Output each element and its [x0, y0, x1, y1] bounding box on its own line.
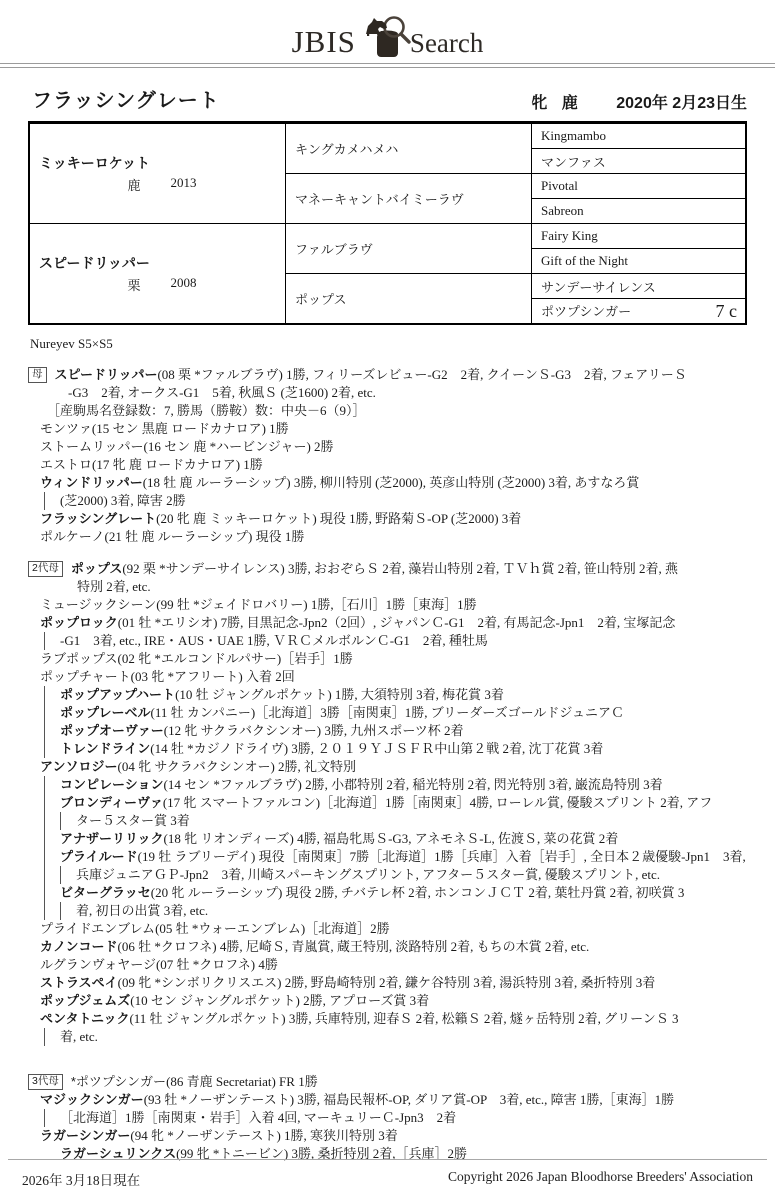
race-record-text: (99 牡 *ジェイドロバリー) 1勝,［石川］1勝［東海］1勝 [156, 597, 477, 612]
horse-name: ビターグラッセ [60, 885, 151, 900]
horse-name: ポップス [70, 561, 123, 576]
race-record-text: (11 牡 カンパニー)［北海道］3勝［南関東］1勝, ブリーダーズゴールドジュニアＣ [150, 705, 625, 720]
tree-connector-bar [44, 722, 45, 740]
tree-connector-bar [44, 866, 45, 884]
family-head-line [28, 366, 747, 384]
race-record-text: -G3 2着, オークス-G1 5着, 秋風Ｓ (芝1600) 2着, etc. [68, 385, 376, 400]
pedigree-cell-dam [29, 224, 286, 325]
race-record-text: 着, 初日の出賞 3着, etc. [76, 903, 209, 918]
tree-connector-bar [44, 740, 45, 758]
race-record-text: (14 セン *ファルブラヴ) 2勝, 小郡特別 2着, 稲光特別 2着, 閃光特別 3着, 巌流島特別 3着 [163, 777, 663, 792]
horse-name: *ポツプシンガー [70, 1074, 167, 1089]
family-entry-line [28, 632, 747, 650]
pedigree-cell-dam-sire-sire: Fairy King [532, 224, 747, 249]
family-entry-line [28, 1109, 747, 1127]
family-entry-line [28, 866, 747, 884]
family-number: 7 c [715, 300, 737, 321]
inbreeding-note: Nureyev S5×S5 [30, 336, 113, 351]
family-entry-line [28, 492, 747, 510]
race-record-text: (11 牡 ジャングルポケット) 3勝, 兵庫特別, 迎春Ｓ 2着, 松籟Ｓ 2着, 燧ヶ岳特別 2着, グリーンＳ 3 [129, 1011, 679, 1026]
dam-coat-year [39, 275, 285, 294]
family-entry-line [28, 902, 747, 920]
race-record-text: (08 栗 *ファルブラヴ) 1勝, フィリーズレビュー-G2 2着, クイーンＳ-G3 2着, フェアリーＳ [157, 367, 687, 382]
family-entry-line [28, 794, 747, 812]
tree-connector-bar [44, 704, 45, 722]
family-entry-line [28, 456, 747, 474]
as-of-date: 2026年 3月18日現在 [22, 1173, 141, 1188]
tree-connector-bar [44, 830, 45, 848]
horse-name: ラブポップス [40, 651, 118, 666]
family-entry-line [28, 686, 747, 704]
horse-name: ポップジェムズ [40, 993, 131, 1008]
family-entry-line [28, 510, 747, 528]
family-entry-line [28, 1091, 747, 1109]
family-entry-line [28, 1028, 747, 1046]
family-section-2代母 [28, 560, 747, 1046]
family-entry-line [28, 402, 747, 420]
race-record-text: (12 牝 サクラバクシンオー) 3勝, 九州スポーツ杯 2着 [163, 723, 464, 738]
family-entry-line [28, 704, 747, 722]
horse-name: ラガーシュリンクス [60, 1146, 177, 1161]
race-record-text: ［産駒馬名登録数：7, 勝馬（勝鞍）数：中央－6（9）］ [47, 403, 366, 418]
race-record-text: (20 牝 鹿 ミッキーロケット) 現役 1勝, 野路菊Ｓ-OP (芝2000) 3着 [156, 511, 522, 526]
horse-name: プライルード [60, 849, 138, 864]
family-entry-line [28, 614, 747, 632]
pedigree-cell-sire-sire-sire: Kingmambo [532, 123, 747, 149]
family-entry-line [28, 474, 747, 492]
family-entry-line [28, 812, 747, 830]
family-head-line [28, 560, 747, 578]
tree-connector-bar [44, 812, 45, 830]
dam-dam-dam-name: ポツプシンガー [541, 303, 632, 319]
family-entry-line [28, 668, 747, 686]
page-footer [8, 1159, 767, 1200]
race-record-text: (17 牝 鹿 ロードカナロア) 1勝 [92, 457, 263, 472]
horse-name: マジックシンガー [40, 1092, 144, 1107]
copyright-text: Copyright 2026 Japan Bloodhorse Breeders' Association [447, 1169, 753, 1184]
race-record-text: (21 牡 鹿 ルーラーシップ) 現役 1勝 [104, 529, 305, 544]
horse-name: カノンコード [40, 939, 118, 954]
pedigree-table [28, 121, 747, 325]
race-record-text: (01 牡 *エリシオ) 7勝, 目黒記念-Jpn2（2回）, ジャパンＣ-G1 2着, 有馬記念-Jpn1 2着, 宝塚記念 [117, 615, 676, 630]
tree-connector-bar [44, 1109, 45, 1127]
tree-connector-bar [44, 902, 45, 920]
race-record-text: (02 牝 *エルコンドルパサー)［岩手］1勝 [117, 651, 353, 666]
title-row [32, 84, 747, 113]
horse-name: プライドエンブレム [40, 921, 156, 936]
family-entry-line [28, 920, 747, 938]
horse-name: ウィンドリッパー [40, 475, 143, 490]
family-section-母 [28, 366, 747, 546]
family-entry-line [28, 938, 747, 956]
horse-name: スピードリッパー [54, 367, 158, 382]
tree-connector-bar [44, 686, 45, 704]
pedigree-cell-sire-sire: キングカメハメハ [286, 123, 532, 174]
sire-year: 2013 [170, 175, 197, 190]
generation-label: 2代母 [28, 561, 63, 577]
horse-name: ブロンディーヴァ [60, 795, 163, 810]
header-divider [0, 63, 775, 68]
horse-name: ペンタトニック [40, 1011, 130, 1026]
horse-name: ポップチャート [40, 669, 131, 684]
race-record-text: (05 牡 *ウォーエンブレム)［北海道］2勝 [155, 921, 390, 936]
tree-connector-bar [44, 1028, 45, 1046]
horse-name: モンツァ [40, 421, 92, 436]
family-entry-line [28, 420, 747, 438]
family-entry-line [28, 758, 747, 776]
tree-connector-bar [44, 794, 45, 812]
sire-coat: 鹿 [127, 178, 141, 193]
family-entry-line [28, 848, 747, 866]
family-entry-line [28, 992, 747, 1010]
race-record-text: -G1 3着, etc., IRE・AUS・UAE 1勝, ＶＲＣメルボルンＣ-G1 2着, 種牡馬 [60, 633, 488, 648]
horse-name: コンピレーション [60, 777, 164, 792]
race-record-text: (10 セン ジャングルポケット) 2勝, アプローズ賞 3着 [130, 993, 430, 1008]
race-record-text: (20 牝 ルーラーシップ) 現役 2勝, チバテレ杯 2着, ホンコンＪＣＴ 2着, 葉牡丹賞 2着, 初咲賞 3 [150, 885, 685, 900]
race-record-text: 兵庫ジュニアＧＰ-Jpn2 3着, 川崎スパーキングスプリント, アフター５スター賞, 優駿スプリント, etc. [76, 867, 661, 882]
horse-name: フラッシングレート [40, 511, 157, 526]
family-section-3代母 [28, 1073, 747, 1163]
race-record-text: (17 牝 スマートファルコン)［北海道］1勝［南関東］4勝, ローレル賞, 優駿スプリント 2着, アフ [162, 795, 713, 810]
tree-connector-bar [44, 632, 45, 650]
pedigree-cell-sire [29, 123, 286, 224]
pedigree-cell-dam-dam-dam [532, 299, 747, 325]
horse-name: ポップレーベル [60, 705, 151, 720]
pedigree-cell-dam-dam: ポップス [286, 274, 532, 325]
logo-text-search: Search [409, 28, 484, 58]
family-entry-line [28, 722, 747, 740]
coat-label: 鹿 [561, 95, 578, 112]
pedigree-cell-sire-dam-dam: Sabreon [532, 199, 747, 224]
horse-sex-coat-birth [531, 90, 747, 113]
horse-name: エストロ [40, 457, 93, 472]
family-entry-line [28, 438, 747, 456]
race-record-text: (93 牡 *ノーザンテースト) 3勝, 福島民報杯-OP, ダリア賞-OP 3着, etc., 障害 1勝,［東海］1勝 [143, 1092, 675, 1107]
tree-connector-bar [44, 884, 45, 902]
dam-name: スピードリッパー [39, 255, 150, 271]
horse-name: ポップアップハート [60, 687, 176, 702]
pedigree-cell-sire-dam: マネーキャントバイミーラヴ [286, 174, 532, 224]
race-record-text: 特別 2着, etc. [77, 579, 151, 594]
race-record-text: (18 牝 リオンディーズ) 4勝, 福島牝馬Ｓ-G3, アネモネＳ-L, 佐渡Ｓ, 菜の花賞 2着 [163, 831, 619, 846]
race-record-text: (03 牝 *アフリート) 入着 2回 [130, 669, 295, 684]
family-entry-line [28, 528, 747, 546]
tree-connector-bar [44, 776, 45, 794]
horse-name: ストラスペイ [40, 975, 118, 990]
family-entry-line [28, 884, 747, 902]
race-record-text: (04 牝 サクラバクシンオー) 2勝, 礼文特別 [117, 759, 357, 774]
race-record-text: (94 牝 *ノーザンテースト) 1勝, 寒狭川特別 3着 [130, 1128, 398, 1143]
race-record-text: ［北海道］1勝［南関東・岩手］入着 4回, マーキュリーＣ-Jpn3 2着 [60, 1110, 457, 1125]
race-record-text: ター５スター賞 3着 [76, 813, 190, 828]
family-entry-line [28, 1010, 747, 1028]
jbis-logo [0, 0, 775, 57]
sire-name: ミッキーロケット [39, 155, 151, 171]
generation-label: 3代母 [28, 1074, 63, 1090]
generation-label: 母 [28, 367, 47, 383]
horse-name: ポップオーヴァー [60, 723, 164, 738]
race-record-text: 着, etc. [60, 1029, 98, 1044]
race-record-text: (86 青鹿 Secretariat) FR 1勝 [166, 1074, 318, 1089]
tree-connector-bar [60, 902, 61, 920]
family-entry-line [28, 384, 747, 402]
horse-name: アンソロジー [40, 759, 118, 774]
tree-connector-bar [44, 492, 45, 510]
page-title-horse-name: フラッシングレート [32, 90, 220, 112]
family-entry-line [28, 740, 747, 758]
family-entry-line [28, 776, 747, 794]
race-record-text: (14 牡 *カジノドライヴ) 3勝, ２０１９ＹＪＳＦＲ中山第２戦 2着, 沈丁花賞 3着 [150, 741, 604, 756]
sire-coat-year [39, 175, 285, 194]
dam-coat: 栗 [127, 278, 141, 293]
family-entry-line [28, 578, 747, 596]
family-records [28, 366, 747, 1163]
pedigree-cell-dam-dam-sire: サンデーサイレンス [532, 274, 747, 299]
family-head-line [28, 1073, 747, 1091]
horse-name: アナザーリリック [60, 831, 164, 846]
family-entry-line [28, 596, 747, 614]
horse-name: ラガーシンガー [40, 1128, 131, 1143]
horse-name: トレンドライン [60, 741, 151, 756]
family-entry-line [28, 650, 747, 668]
horse-name: ストームリッパー [40, 439, 144, 454]
pedigree-cell-dam-sire-dam: Gift of the Night [532, 249, 747, 274]
horse-name: ポルケーノ [40, 529, 105, 544]
race-record-text: (06 牡 *クロフネ) 4勝, 尼崎Ｓ, 青嵐賞, 蔵王特別, 淡路特別 2着, もちの木賞 2着, etc. [117, 939, 590, 954]
race-record-text: (芝2000) 3着, 障害 2勝 [60, 493, 186, 508]
race-record-text: (09 牝 *シンボリクリスエス) 2勝, 野島崎特別 2着, 鎌ケ谷特別 3着, 湯浜特別 3着, 桑折特別 3着 [117, 975, 656, 990]
race-record-text: (92 栗 *サンデーサイレンス) 3勝, おおぞらＳ 2着, 藻岩山特別 2着, ＴＶｈ賞 2着, 笹山特別 2着, 燕 [122, 561, 678, 576]
race-record-text: (18 牡 鹿 ルーラーシップ) 3勝, 柳川特別 (芝2000), 英彦山特別 (芝2000) 3着, あすなろ賞 [142, 475, 640, 490]
race-record-text: (19 牡 ラブリーデイ) 現役［南関東］7勝［北海道］1勝［兵庫］入着［岩手］, 全日本２歳優駿-Jpn1 3着, [137, 849, 746, 864]
horse-magnifier-icon [360, 15, 412, 61]
horse-name: ルグランヴォヤージ [40, 957, 156, 972]
logo-text-jbis: JBIS [291, 24, 356, 59]
sex-label: 牝 [531, 95, 548, 112]
family-entry-line [28, 956, 747, 974]
tree-connector-bar [60, 812, 61, 830]
pedigree-cell-sire-dam-sire: Pivotal [532, 174, 747, 199]
birth-date: 2020年 2月23日生 [616, 95, 747, 112]
race-record-text: (16 セン 鹿 *ハービンジャー) 2勝 [143, 439, 334, 454]
race-record-text: (15 セン 黒鹿 ロードカナロア) 1勝 [91, 421, 289, 436]
tree-connector-bar [60, 866, 61, 884]
race-record-text: (07 牡 *クロフネ) 4勝 [155, 957, 278, 972]
tree-connector-bar [44, 848, 45, 866]
dam-year: 2008 [170, 275, 197, 290]
family-entry-line [28, 830, 747, 848]
horse-name: ミュージックシーン [40, 597, 157, 612]
race-record-text: (10 牡 ジャングルポケット) 1勝, 大須特別 3着, 梅花賞 3着 [175, 687, 504, 702]
family-entry-line [28, 974, 747, 992]
horse-name: ポップロック [40, 615, 118, 630]
pedigree-cell-dam-sire: ファルブラヴ [286, 224, 532, 274]
family-entry-line [28, 1127, 747, 1145]
race-record-text: (99 牝 *トニービン) 3勝, 桑折特別 2着,［兵庫］2勝 [176, 1146, 467, 1161]
pedigree-cell-sire-sire-dam: マンファス [532, 149, 747, 174]
